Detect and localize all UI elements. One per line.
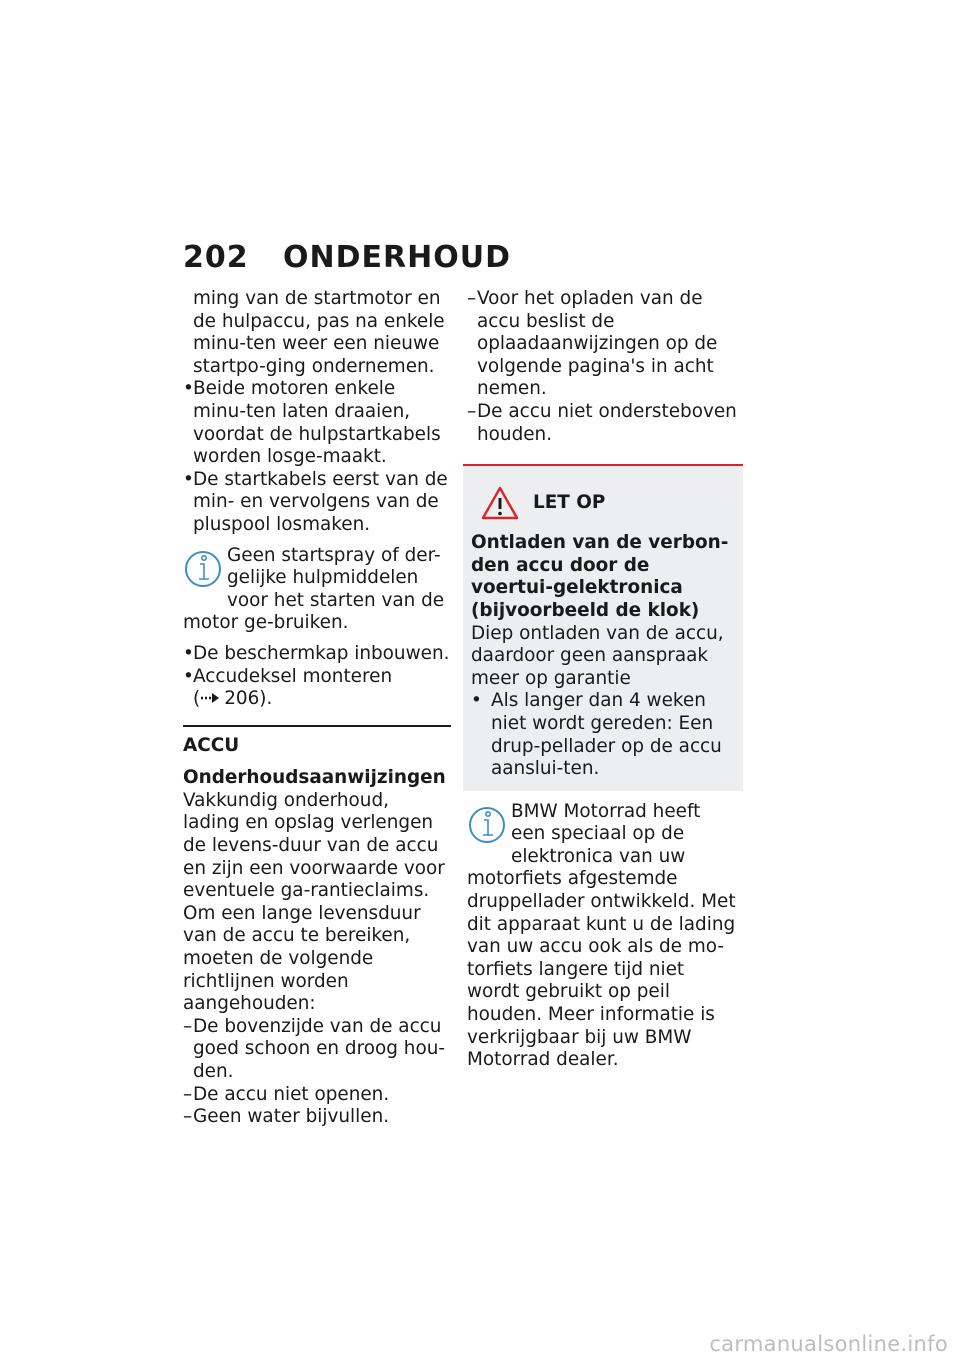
warning-triangle-icon: [481, 486, 519, 520]
right-column: [467, 288, 739, 1080]
warning-text: Diep ontladen van de accu, daardoor geen aanspraak meer op garantie: [471, 622, 724, 689]
paragraph: Vakkundig onderhoud, lading en opslag verlengen de levens-duur van de accu en zijn een voorwaarde voor eventuele ga-rantieclaims.: [183, 789, 445, 902]
warning-label: LET OP: [533, 491, 606, 513]
list-item: – De accu niet ondersteboven houden.: [467, 401, 739, 446]
list-item: • Als langer dan 4 weken niet wordt gereden: Een drup-pellader op de accu aanslui-ten.: [471, 690, 735, 780]
dash-icon: [183, 1084, 192, 1107]
info-note: [183, 545, 451, 635]
dash-icon: [467, 288, 476, 311]
warning-title: Ontladen van de verbon-den accu door de voertui-gelektronica (bijvoorbeeld de klok): [471, 532, 729, 621]
page-number: 202: [183, 240, 249, 275]
left-column: [183, 288, 451, 1129]
arrow-right-icon: [200, 691, 220, 705]
subsection-title: Onderhoudsaanwijzingen: [183, 767, 446, 789]
list-item: – De bovenzijde van de accu goed schoon en droog hou-den.: [183, 1016, 451, 1084]
section-divider: [183, 725, 451, 727]
bullet-icon: [183, 469, 194, 492]
dash-icon: [183, 1106, 192, 1129]
list-item: • Beide motoren enkele minu-ten laten draaien, voordat de hulpstartkabels worden losge-maakt.: [183, 378, 451, 468]
watermark: carmanualsonline.info: [709, 1332, 948, 1356]
dash-icon: [467, 401, 476, 424]
list-item: • De beschermkap inbouwen.: [183, 643, 451, 666]
list-item: • Accudeksel monteren ( 206).: [183, 666, 451, 711]
list-item: – De accu niet openen.: [183, 1084, 451, 1107]
warning-box: [463, 464, 743, 791]
warning-header: [471, 486, 735, 520]
paragraph-continued: ming van de startmotor en de hulpaccu, pas na enkele minu-ten weer een nieuwe startpo-ging ondernemen.: [193, 288, 445, 377]
info-icon: [467, 803, 507, 847]
info-icon: [183, 547, 223, 591]
info-note: [467, 801, 739, 1072]
chapter-title: ONDERHOUD: [283, 240, 511, 275]
list-item: – Geen water bijvullen.: [183, 1106, 451, 1129]
list-item: – Voor het opladen van de accu beslist de oplaadaanwijzingen op de volgende pagina's in acht nemen.: [467, 288, 739, 401]
bullet-icon: [183, 666, 194, 689]
section-title: ACCU: [183, 734, 240, 756]
dash-icon: [183, 1016, 192, 1039]
paragraph: Om een lange levensduur van de accu te bereiken, moeten de volgende richtlijnen worden aangehouden:: [183, 902, 421, 1015]
info-text: BMW Motorrad heeft een speciaal op de elektronica van uw motorfiets afgestemde druppellader ontwikkeld. Met dit apparaat kunt u de lading van uw accu ook als de mo-torfiets langere tijd niet wordt gebruikt op peil houden. Meer informatie is verkrijgbaar bij uw BMW Motorrad dealer.: [467, 800, 736, 1071]
list-item: • De startkabels eerst van de min- en vervolgens van de pluspool losmaken.: [183, 469, 451, 537]
page-header: [183, 240, 511, 275]
info-text: Geen startspray of der-gelijke hulpmiddelen voor het starten van de motor ge-bruiken.: [183, 544, 445, 634]
bullet-icon: [183, 643, 194, 666]
page-reference-link[interactable]: ( 206).: [193, 688, 273, 710]
bullet-icon: [183, 378, 194, 401]
bullet-icon: [471, 690, 482, 713]
